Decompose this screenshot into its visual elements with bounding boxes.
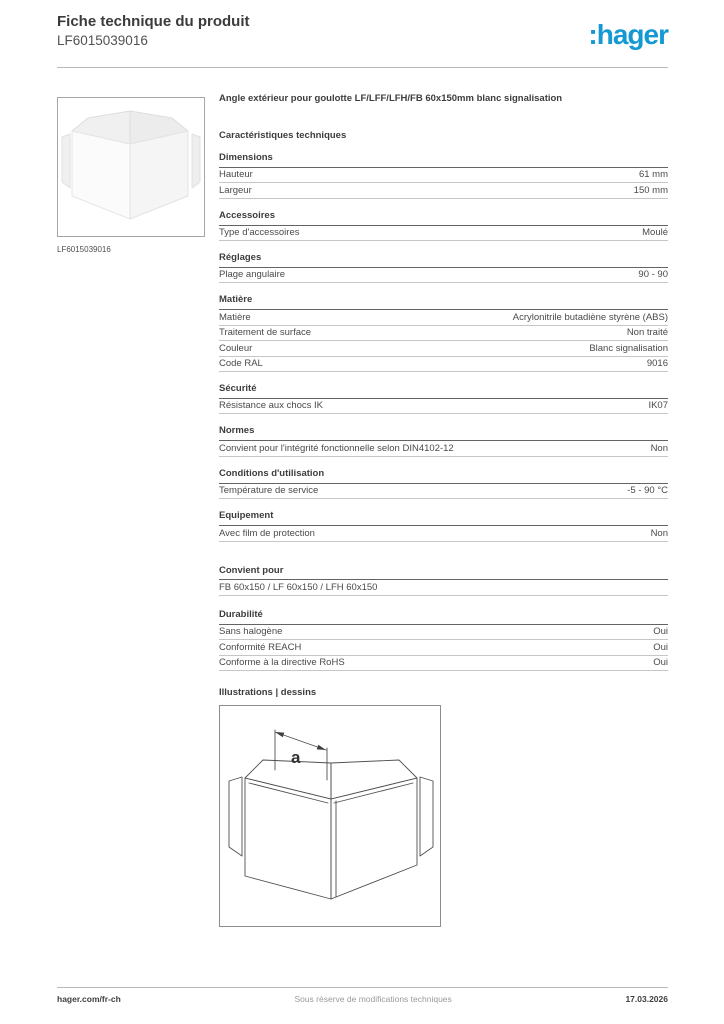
main-content bbox=[57, 90, 668, 927]
spec-section bbox=[219, 253, 668, 283]
spec-section bbox=[219, 384, 668, 414]
spec-value: Acrylonitrile butadiène styrène (ABS) bbox=[512, 311, 668, 323]
spec-row bbox=[219, 640, 668, 655]
spec-label: Résistance aux chocs IK bbox=[219, 400, 324, 412]
spec-row bbox=[219, 310, 668, 325]
spec-label: Température de service bbox=[219, 485, 319, 497]
product-image-caption: LF6015039016 bbox=[57, 245, 111, 254]
spec-section bbox=[219, 426, 668, 456]
spec-section bbox=[219, 469, 668, 499]
section-title: Accessoires bbox=[219, 211, 668, 226]
spec-value: Non bbox=[650, 527, 668, 539]
spec-section bbox=[219, 153, 668, 199]
footer-website-link[interactable]: hager.com/fr-ch bbox=[57, 994, 121, 1004]
corner-piece-photo-graphic bbox=[58, 98, 204, 236]
spec-value: 61 mm bbox=[638, 169, 668, 181]
spec-value: 150 mm bbox=[633, 184, 668, 196]
spec-row bbox=[219, 484, 668, 499]
illustrations-heading: Illustrations | dessins bbox=[219, 687, 317, 699]
header-text-block bbox=[57, 13, 250, 48]
dimension-label: a bbox=[291, 748, 301, 768]
spec-value: Non traité bbox=[626, 327, 668, 339]
spec-row bbox=[219, 341, 668, 356]
spec-value: Oui bbox=[653, 657, 668, 669]
spec-row bbox=[219, 183, 668, 198]
spec-row bbox=[219, 226, 668, 241]
section-title: Réglages bbox=[219, 253, 668, 268]
footer-divider bbox=[57, 987, 668, 988]
section-title: Matière bbox=[219, 295, 668, 310]
characteristics-heading: Caractéristiques techniques bbox=[219, 129, 347, 141]
spec-row bbox=[219, 268, 668, 283]
spec-value: -5 - 90 °C bbox=[627, 485, 668, 497]
section-title: Dimensions bbox=[219, 153, 668, 168]
spec-label: Matière bbox=[219, 311, 251, 323]
technical-drawing bbox=[219, 705, 441, 927]
product-code: LF6015039016 bbox=[57, 32, 148, 48]
spec-label: FB 60x150 / LF 60x150 / LFH 60x150 bbox=[219, 581, 378, 593]
spec-label: Plage angulaire bbox=[219, 269, 286, 281]
section-title: Conditions d'utilisation bbox=[219, 469, 668, 484]
product-title: Angle extérieur pour goulotte LF/LFF/LFH/FB 60x150mm blanc signalisation bbox=[219, 93, 563, 104]
spec-row bbox=[219, 326, 668, 341]
spec-value: 90 - 90 bbox=[638, 269, 668, 281]
spec-value: 9016 bbox=[646, 358, 668, 370]
spec-section bbox=[219, 295, 668, 372]
spec-label: Avec film de protection bbox=[219, 527, 315, 539]
spec-section bbox=[219, 211, 668, 241]
product-visual-column bbox=[57, 90, 205, 254]
spec-value: Moulé bbox=[642, 227, 668, 239]
spec-label: Type d'accessoires bbox=[219, 227, 300, 239]
spec-label: Code RAL bbox=[219, 358, 263, 370]
spec-row bbox=[219, 399, 668, 414]
spec-label: Sans halogène bbox=[219, 626, 283, 638]
spec-section bbox=[219, 610, 668, 671]
spec-row bbox=[219, 168, 668, 183]
footer-disclaimer: Sous réserve de modifications techniques bbox=[294, 994, 452, 1004]
spec-section bbox=[219, 566, 668, 596]
spec-label: Convient pour l'intégrité fonctionnelle selon DIN4102-12 bbox=[219, 442, 454, 454]
spec-value: Blanc signalisation bbox=[589, 342, 668, 354]
page-header bbox=[57, 13, 668, 49]
section-title: Convient pour bbox=[219, 566, 668, 581]
spec-label: Largeur bbox=[219, 184, 252, 196]
page-title: Fiche technique du produit bbox=[57, 13, 250, 30]
product-image bbox=[57, 97, 205, 237]
corner-piece-line-drawing bbox=[220, 706, 440, 926]
spec-value: Oui bbox=[653, 626, 668, 638]
spec-value: Oui bbox=[653, 641, 668, 653]
spec-value: Non bbox=[650, 442, 668, 454]
spec-section bbox=[219, 511, 668, 541]
spec-row bbox=[219, 441, 668, 456]
footer-date: 17.03.2026 bbox=[625, 994, 668, 1004]
section-title: Equipement bbox=[219, 511, 668, 526]
specs-column bbox=[219, 90, 668, 927]
spec-sections bbox=[219, 153, 668, 671]
spec-value: IK07 bbox=[648, 400, 668, 412]
spec-label: Conforme à la directive RoHS bbox=[219, 657, 345, 669]
section-title: Durabilité bbox=[219, 610, 668, 625]
footer-row bbox=[57, 994, 668, 1004]
hager-logo: :hager bbox=[588, 19, 668, 50]
section-title: Sécurité bbox=[219, 384, 668, 399]
section-title: Normes bbox=[219, 426, 668, 441]
spec-label: Conformité REACH bbox=[219, 641, 302, 653]
spec-row bbox=[219, 526, 668, 541]
spec-row bbox=[219, 625, 668, 640]
spec-row bbox=[219, 656, 668, 671]
spec-row bbox=[219, 357, 668, 372]
header-divider bbox=[57, 67, 668, 68]
spec-label: Traitement de surface bbox=[219, 327, 312, 339]
spec-label: Hauteur bbox=[219, 169, 253, 181]
spec-label: Couleur bbox=[219, 342, 253, 354]
spec-row bbox=[219, 580, 668, 595]
